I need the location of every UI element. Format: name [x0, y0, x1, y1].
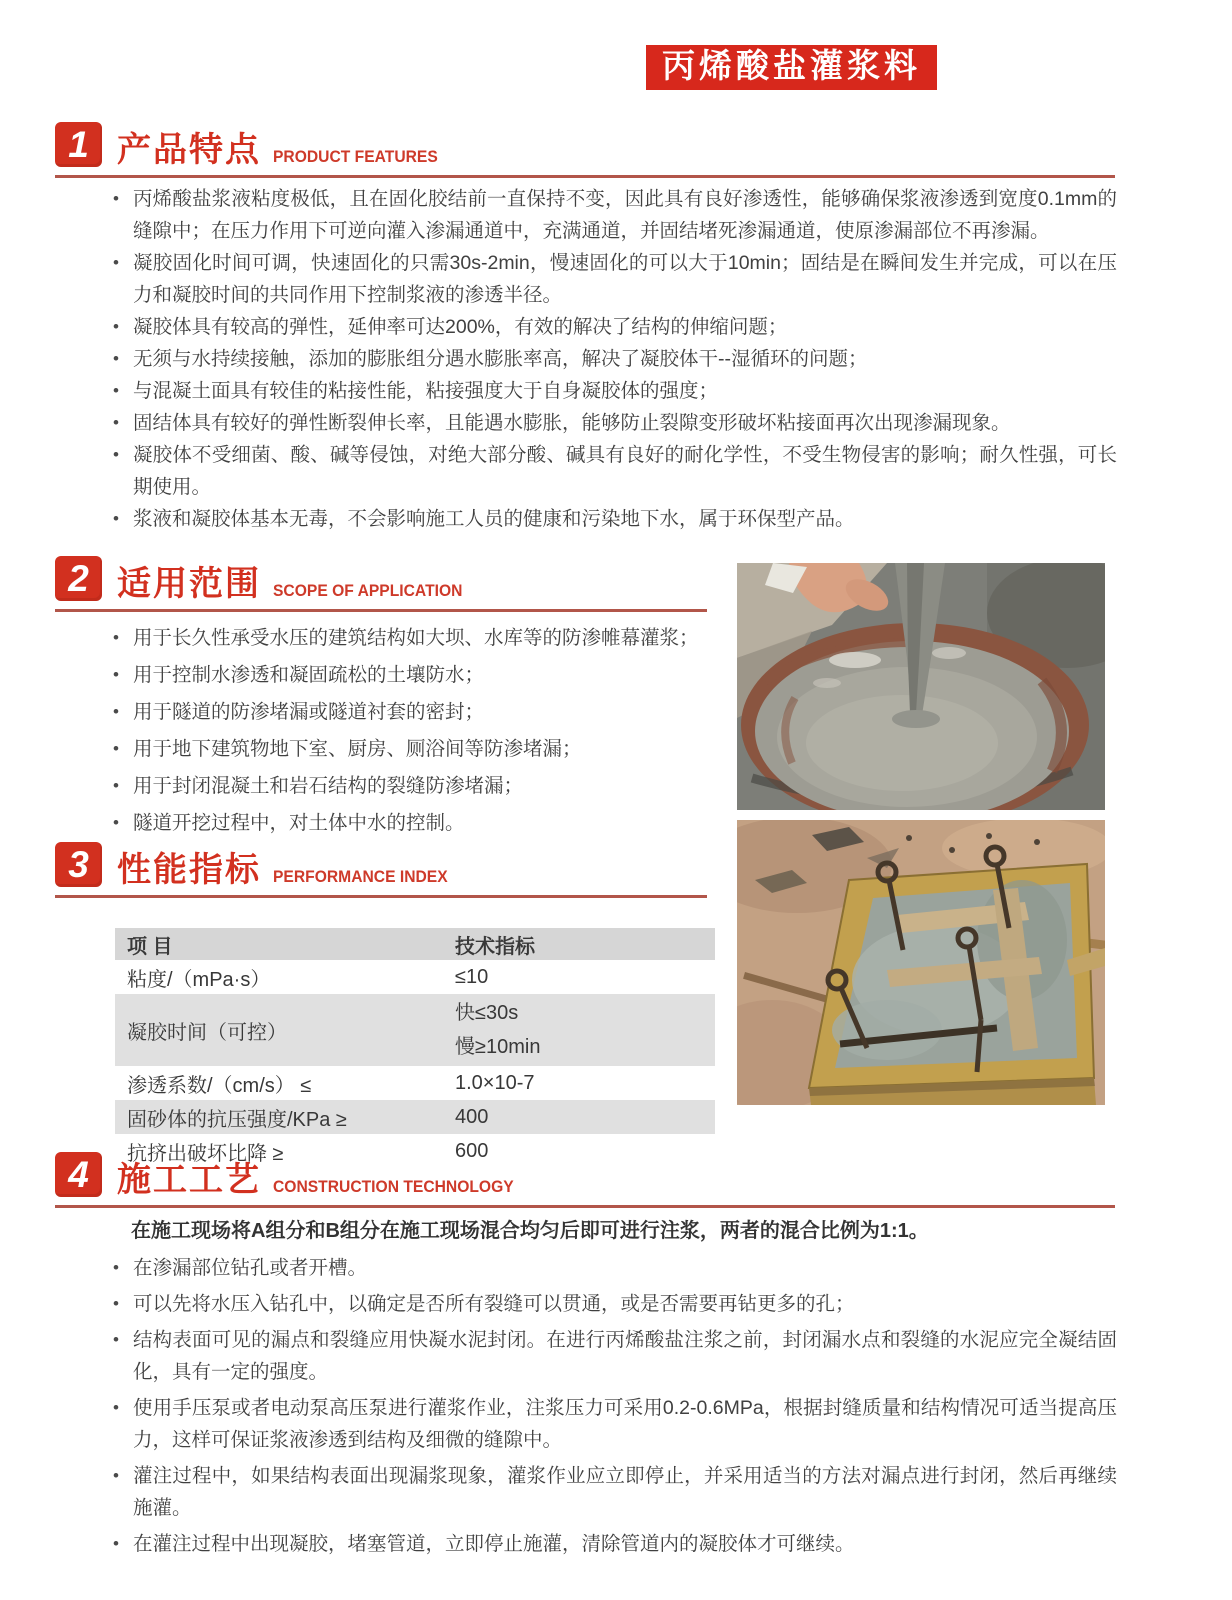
table-row	[115, 1066, 715, 1100]
bullet-item: • 凝胶体具有较高的弹性，延伸率可达200%，有效的解决了结构的伸缩问题；	[105, 311, 1117, 343]
bullet-item: • 凝胶体不受细菌、酸、碱等侵蚀，对绝大部分酸、碱具有良好的耐化学性，不受生物侵害的影响；耐久性强，可长期使用。	[105, 439, 1117, 503]
bullet-item: • 隧道开挖过程中，对土体中水的控制。	[105, 807, 723, 839]
table-header-item: 项 目	[127, 935, 173, 958]
table-cell-value: 400	[455, 1105, 489, 1128]
mixing-photo-illustration	[737, 563, 1105, 810]
product-features-list	[105, 183, 1117, 535]
section-title-en: PERFORMANCE INDEX	[273, 867, 448, 886]
table-header-value: 技术指标	[455, 935, 535, 958]
table-cell-item: 固砂体的抗压强度/KPa ≥	[127, 1108, 347, 1131]
section-number: 4	[55, 1152, 102, 1197]
table-cell-item: 凝胶时间（可控）	[127, 1021, 287, 1044]
bullet-item: • 用于长久性承受水压的建筑结构如大坝、水库等的防渗帷幕灌浆；	[105, 622, 723, 654]
bullet-item: • 浆液和凝胶体基本无毒，不会影响施工人员的健康和污染地下水，属于环保型产品。	[105, 503, 1117, 535]
construction-steps-list	[105, 1252, 1117, 1564]
section-title-zh: 产品特点	[117, 131, 261, 169]
value-line-fast: 快≤30s	[455, 1002, 519, 1024]
table-cell-item: 抗挤出破坏比降 ≥	[127, 1142, 284, 1165]
bullet-item: • 可以先将水压入钻孔中，以确定是否所有裂缝可以贯通，或是否需要再钻更多的孔；	[105, 1288, 1117, 1320]
table-cell-item: 粘度/（mPa·s）	[127, 968, 271, 991]
section-number: 1	[55, 122, 102, 167]
bullet-item: • 在灌注过程中出现凝胶，堵塞管道，立即停止施灌，清除管道内的凝胶体才可继续。	[105, 1528, 1117, 1560]
table-cell-item: 渗透系数/（cm/s） ≤	[127, 1074, 312, 1097]
section-title-zh: 施工工艺	[117, 1161, 261, 1199]
value-line-slow: 慢≥10min	[455, 1036, 541, 1058]
grout-slurry-mixing-photo	[737, 563, 1105, 810]
table-row	[115, 994, 715, 1066]
bullet-item: • 丙烯酸盐浆液粘度极低，且在固化胶结前一直保持不变，因此具有良好渗透性，能够确保浆液渗透到宽度0.1mm的缝隙中；在压力作用下可逆向灌入渗漏通道中，充满通道，并固结堵死渗漏通道，使原渗漏部位不再渗漏。	[105, 183, 1117, 247]
table-cell-value: 600	[455, 1139, 489, 1162]
section-title-zh: 性能指标	[117, 851, 261, 889]
section-number: 3	[55, 842, 102, 887]
table-cell-value	[455, 996, 715, 1064]
bullet-item: • 用于控制水渗透和凝固疏松的土壤防水；	[105, 659, 723, 691]
section-header-construction	[55, 1152, 1115, 1208]
bullet-item: • 用于地下建筑物地下室、厨房、厕浴间等防渗堵漏；	[105, 733, 723, 765]
bullet-item: • 灌注过程中，如果结构表面出现漏浆现象，灌浆作业应立即停止，并采用适当的方法对漏点进行封闭，然后再继续施灌。	[105, 1460, 1117, 1524]
bullet-item: • 凝胶固化时间可调，快速固化的只需30s-2min，慢速固化的可以大于10min；固结是在瞬间发生并完成，可以在压力和凝胶时间的共同作用下控制浆液的渗透半径。	[105, 247, 1117, 311]
bullet-item: • 固结体具有较好的弹性断裂伸长率，且能遇水膨胀，能够防止裂隙变形破坏粘接面再次出现渗漏现象。	[105, 407, 1117, 439]
table-header-row	[115, 928, 715, 960]
section-title-en: SCOPE OF APPLICATION	[273, 581, 463, 600]
table-row	[115, 960, 715, 994]
table-cell-value: 1.0×10-7	[455, 1071, 535, 1094]
concrete-formwork-grouting-photo	[737, 820, 1105, 1105]
scope-list	[105, 622, 723, 844]
bullet-item: • 结构表面可见的漏点和裂缝应用快凝水泥封闭。在进行丙烯酸盐注浆之前，封闭漏水点和裂缝的水泥应完全凝结固化，具有一定的强度。	[105, 1324, 1117, 1388]
performance-table	[115, 928, 715, 1168]
section-header-scope	[55, 556, 707, 612]
section-header-performance	[55, 842, 707, 898]
construction-intro-text: 在施工现场将A组分和B组分在施工现场混合均匀后即可进行注浆，两者的混合比例为1:1。	[131, 1220, 929, 1242]
bullet-item: • 无须与水持续接触，添加的膨胀组分遇水膨胀率高，解决了凝胶体干--湿循环的问题；	[105, 343, 1117, 375]
section-title-en: CONSTRUCTION TECHNOLOGY	[273, 1177, 514, 1196]
section-number: 2	[55, 556, 102, 601]
table-cell-value: ≤10	[455, 965, 489, 988]
product-title-banner: 丙烯酸盐灌浆料	[646, 45, 937, 90]
table-row	[115, 1100, 715, 1134]
bullet-item: • 用于隧道的防渗堵漏或隧道衬套的密封；	[105, 696, 723, 728]
section-title-en: PRODUCT FEATURES	[273, 147, 438, 166]
bullet-item: • 用于封闭混凝土和岩石结构的裂缝防渗堵漏；	[105, 770, 723, 802]
bullet-item: • 与混凝土面具有较佳的粘接性能，粘接强度大于自身凝胶体的强度；	[105, 375, 1117, 407]
formwork-photo-illustration	[737, 820, 1105, 1105]
bullet-item: • 使用手压泵或者电动泵高压泵进行灌浆作业，注浆压力可采用0.2-0.6MPa，根据封缝质量和结构情况可适当提高压力，这样可保证浆液渗透到结构及细微的缝隙中。	[105, 1392, 1117, 1456]
section-title-zh: 适用范围	[117, 565, 261, 603]
bullet-item: • 在渗漏部位钻孔或者开槽。	[105, 1252, 1117, 1284]
section-header-product-features	[55, 122, 1115, 178]
